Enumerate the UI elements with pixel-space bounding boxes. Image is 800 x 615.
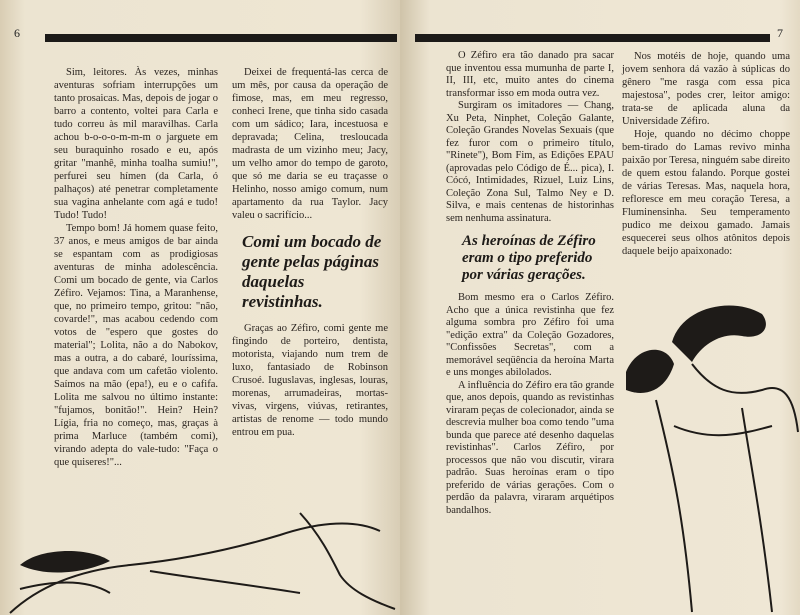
page-number: 6 <box>14 26 20 40</box>
right-page <box>400 0 800 615</box>
article-column-1 <box>54 66 218 469</box>
pull-quote: As heroínas de Zéfiro eram o tipo preferido por várias gerações. <box>462 233 596 283</box>
line-illustration <box>622 292 800 615</box>
header-rule <box>415 34 770 42</box>
paragraph: O Zéfiro era tão danado pra sacar que inventou essa mumunha de parte I, II, III, etc, muito antes do cinema transformar isso em moda outra vez. <box>446 50 614 99</box>
paragraph: Sim, leitores. Às vezes, minhas aventuras sofriam interrupções um tanto prosaicas. Mas, depois de jogar o barro a contento, voltei para Carla e tudo correu às mil maravilhas. Carla achou b-o-o-o-m-m-m o jarguete em seu buraquinho rosado e eu, após gritar "manhê, minha toalha sumiu!", perfurei seu hímen (da Carla, ó palhaços) até penetrar completamente sua vagina anhelante com agá e tudo! Tudo! Tudo! <box>54 67 218 221</box>
header-rule <box>45 34 397 42</box>
page-number: 7 <box>777 26 783 40</box>
paragraph: Surgiram os imitadores — Chang, Xu Peta, Ninphet, Coleção Galante, Coleção Grandes Novelas Sexuais (que fez furor com o primeiro título, "Rinete"), Bom Fim, as Edições EPAU (aprovadas pelo Código de É... pica), I. Cócó, Intimidades, Rizuel, Luiz Lins, Coleção Zona Sul, Talmo Ney e D. Silva, e mais centenas de historinhas sem nenhuma assinatura. <box>446 100 614 224</box>
paragraph: A influência do Zéfiro era tão grande que, anos depois, quando as revistinhas viraram peças de colecionador, ainda se descrevia mulher boa como tendo "uma bunda que parece até desenho daquelas revistinhas". Carlos Zéfiro, por processos que não vou discutir, virara padrão. Suas heroínas eram o tipo preferido de várias gerações. Com o perdão da palavra, viraram arquétipos bandalhos. <box>446 379 614 516</box>
paragraph: Bom mesmo era o Carlos Zéfiro. Acho que a única revistinha que fez alguma sombra pro Zéfiro foi uma "edição extra" da Coleção Gozadores, "Confissões Secretas", com a memorável seqüência da heroína Marta e uns monges abilolados. <box>446 292 614 378</box>
paragraph: Deixei de frequentá-las cerca de um mês, por causa da operação de fimose, mas, em meu regresso, conheci Irene, que tinha sido casada com um sádico; Iara, incestuosa e depravada; Celina, tresloucada madrasta de um vizinho meu; Jacy, um velho amor do tempo de garoto, que só me daria se eu traçasse o Helinho, nosso amigo comum, num apartamento da rua Taylor. Jacy valeu o sacrifício... <box>232 67 388 221</box>
article-column-1 <box>446 50 614 517</box>
paragraph: Nos motéis de hoje, quando uma jovem senhora dá vazão à súplicas do gênero "me rasga com essa pica majestosa", podes crer, leitor amigo: trata-se de aplicada aluna da Universidade Zéfiro. <box>622 51 790 127</box>
pull-quote: Comi um bocado de gente pelas páginas daquelas revistinhas. <box>242 232 382 311</box>
line-illustration <box>0 505 400 615</box>
article-column-2 <box>622 50 790 258</box>
paragraph: Graças ao Zéfiro, comi gente me fingindo de porteiro, dentista, motorista, viajando num trem de luxo, fantasiado de Robinson Crusoé. Iuguslavas, inglesas, louras, morenas, arrumadeiras, mortas-vivas, virgens, viúvas, retirantes, artistas de renome — todo mundo entrou em pua. <box>232 323 388 438</box>
paragraph: Hoje, quando no décimo choppe bem-tirado do Lamas revivo minha paixão por Teresa, ninguém sabe direito de quem estou falando. Porque gostei de várias Teresas. Mas, naquela hora, refloresce em meu coração Teresa, a Fluminensinha. Seu temperamento pudico me deixou gamado. Jamais esquecerei seus olhos atônitos depois daquele beijo apaixonado: <box>622 129 790 257</box>
article-column-2 <box>232 66 388 439</box>
paragraph: Tempo bom! Já homem quase feito, 37 anos, e meus amigos de bar ainda se espantam com as prodigiosas aventuras de minha adolescência. Comi um bocado de gente, via Carlos Zéfiro. Vejamos: Tina, a Maranhense, que, no primeiro tempo, gritou: "não, covarde!", mas acabou cedendo com votos de "espero que gostes do material"; Lolita, não a do Nabokov, mas a outra, a do cabaré, louríssima, que andava com um cafetão violento. Saímos na mão (epa!), eu e o cafifa. Lolita me salvou no último instante: "fujamos, bonitão!". Hein? Hein? Lígia, fria no começo, mas, graças à prima Marluce (também comi), virando adepta do vale-tudo: "Faça o que quiseres!"... <box>54 223 218 468</box>
